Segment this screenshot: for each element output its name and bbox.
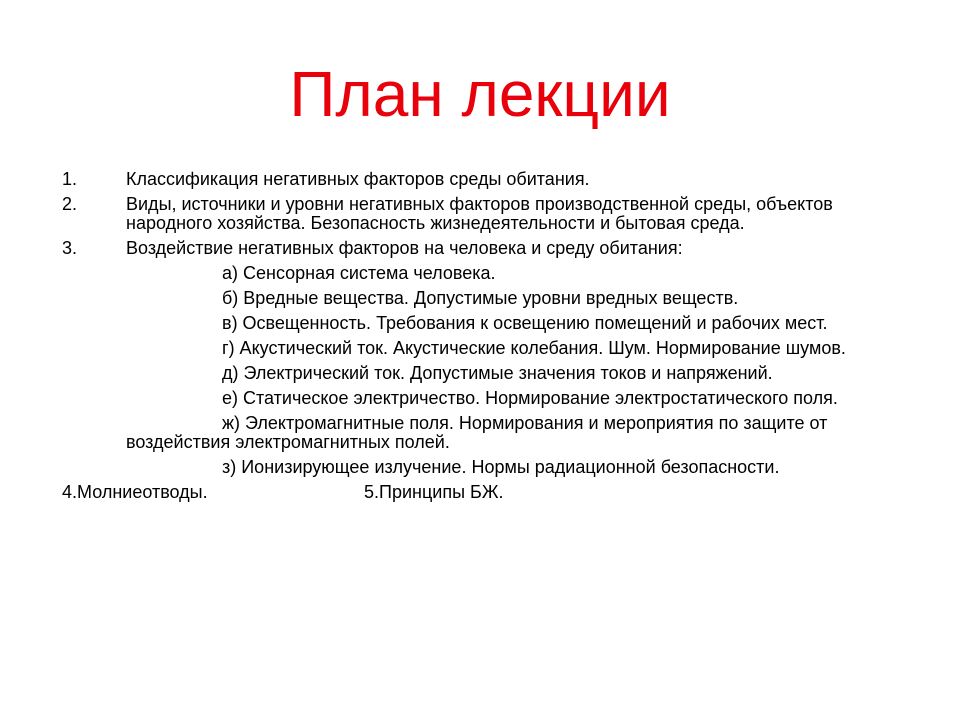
subitem-z: з) Ионизирующее излучение. Нормы радиационной безопасности. [222, 457, 780, 477]
plan-item-number: 2. [62, 194, 78, 214]
subitem-d: д) Электрический ток. Допустимые значения токов и напряжений. [222, 363, 773, 383]
plan-item-1 [62, 170, 902, 189]
plan-item-number: 1. [62, 169, 78, 189]
slide-title: План лекции [289, 58, 671, 130]
plan-item-3 [62, 239, 902, 258]
bottom-row [62, 483, 902, 503]
plan-item-text: Виды, источники и уровни негативных факторов производственной среды, объектов народного хозяйства. Безопасность жизнедеятельности и бытовая среда. [126, 194, 833, 233]
subitem-g: г) Акустический ток. Акустические колебания. Шум. Нормирование шумов. [222, 338, 846, 358]
plan-item-text: Воздействие негативных факторов на человека и среду обитания: [126, 238, 683, 258]
subitem-a: а) Сенсорная система человека. [222, 263, 496, 283]
plan-item-text: Классификация негативных факторов среды обитания. [126, 169, 590, 189]
subitem-b: б) Вредные вещества. Допустимые уровни вредных веществ. [222, 288, 739, 308]
plan-item-2 [62, 195, 902, 233]
subitem-zh: ж) Электромагнитные поля. Нормирования и мероприятия по защите от воздействия электромагнитных полей. [126, 413, 828, 452]
plan-item-4: 4.Молниеотводы. [62, 482, 208, 502]
plan-item-5: 5.Принципы БЖ. [364, 482, 504, 502]
subitem-v: в) Освещенность. Требования к освещению помещений и рабочих мест. [222, 313, 828, 333]
lecture-plan [62, 170, 902, 503]
subitem-e: е) Статическое электричество. Нормирование электростатического поля. [222, 388, 838, 408]
plan-item-number: 3. [62, 238, 78, 258]
